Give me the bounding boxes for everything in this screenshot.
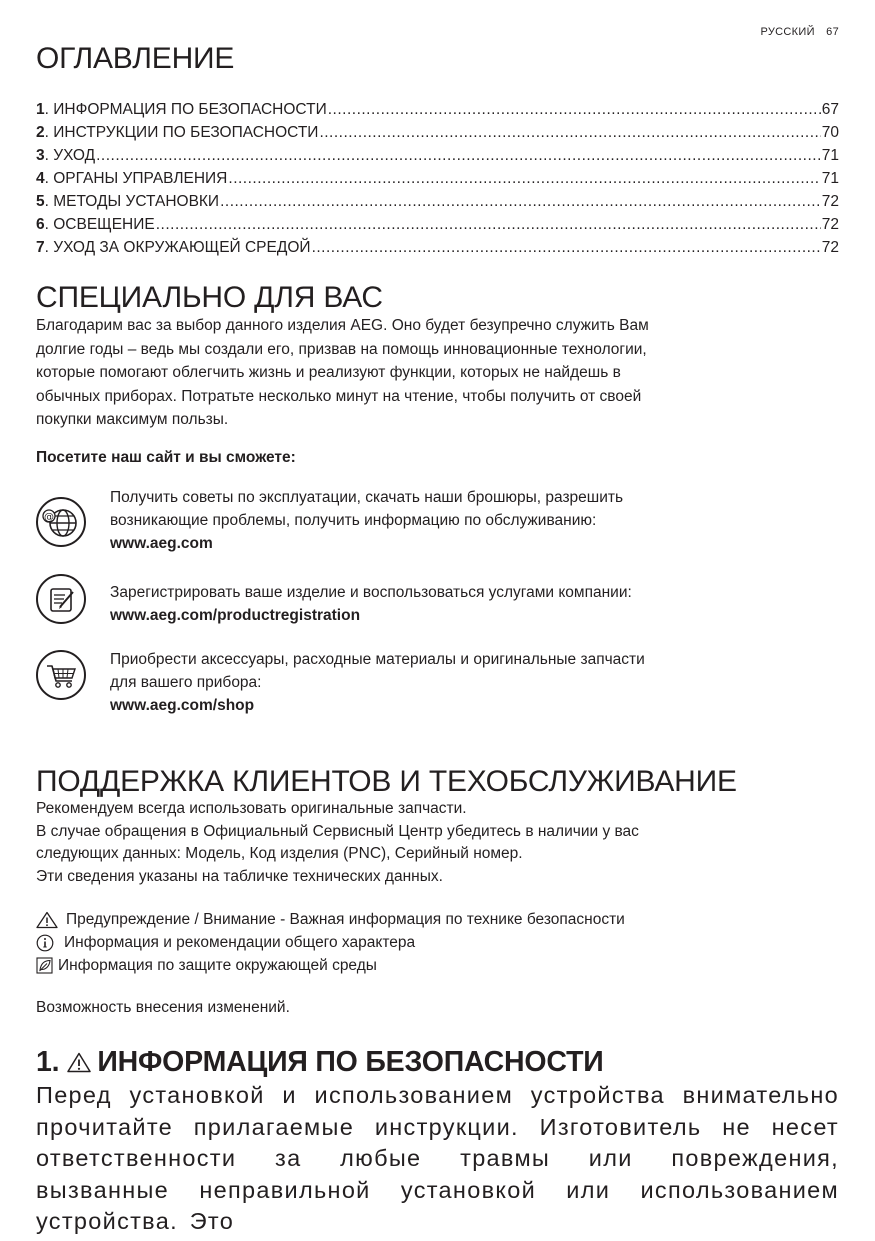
legend-text: Информация и рекомендации общего характера [64, 934, 416, 951]
toc-item-page: 72 [821, 193, 839, 210]
toc-item-title: . УХОД ЗА ОКРУЖАЮЩЕЙ СРЕДОЙ [44, 239, 311, 256]
info-icon [36, 934, 56, 952]
text-line: покупки максимум пользы. [36, 411, 229, 428]
toc-leader [228, 167, 820, 190]
aeg-website-link[interactable]: www.aeg.com [110, 535, 213, 552]
toc-title: ОГЛАВЛЕНИЕ [36, 42, 235, 75]
toc-item-number: 7 [36, 239, 45, 256]
text-line: долгие годы – ведь мы создали его, призвав на помощь инновационные технологии, [36, 340, 647, 358]
special-for-you-text [36, 314, 796, 432]
safety-intro-text: Перед установкой и использованием устройства внимательно прочитайте прилагаемые инструкции. Изготовитель не несет ответственности за любые травмы или повреждения, вызванные неправильной установкой или использованием устройства. Это [36, 1082, 839, 1234]
toc-item[interactable] [36, 121, 839, 144]
service-text [110, 581, 810, 627]
text-line: которые помогают облегчить жизнь и реализуют функции, которых не найдешь в [36, 364, 621, 381]
service-line: Приобрести аксессуары, расходные материалы и оригинальные запчасти [110, 651, 645, 668]
toc-item-page: 71 [821, 170, 839, 187]
warning-icon [67, 1052, 91, 1073]
section-title: ИНФОРМАЦИЯ ПО БЕЗОПАСНОСТИ [97, 1046, 604, 1078]
legend-text: Информация по защите окружающей среды [58, 957, 377, 974]
table-of-contents [36, 98, 839, 259]
text-line: обычных приборах. Потратьте несколько минут на чтение, чтобы получить от своей [36, 387, 642, 405]
service-text [110, 648, 810, 717]
toc-item-title: . ОСВЕЩЕНИЕ [44, 216, 155, 233]
toc-item-number: 3 [36, 147, 45, 164]
toc-item-number: 1 [36, 101, 45, 118]
service-line: Зарегистрировать ваше изделие и воспользоваться услугами компании: [110, 584, 632, 601]
toc-item-page: 70 [821, 124, 839, 141]
legend-item [36, 931, 625, 954]
toc-item[interactable] [36, 167, 839, 190]
page-header [761, 26, 840, 38]
toc-item-number: 4 [36, 170, 45, 187]
shopping-cart-icon [36, 650, 86, 700]
toc-leader [312, 236, 821, 259]
symbol-legend [36, 908, 625, 977]
toc-leader [220, 190, 821, 213]
page-number: 67 [826, 26, 839, 38]
toc-item-page: 71 [821, 147, 839, 164]
toc-item-number: 6 [36, 216, 45, 233]
legend-item [36, 954, 625, 977]
toc-leader [328, 98, 821, 121]
service-line: возникающие проблемы, получить информацию по обслуживанию: [110, 512, 597, 529]
toc-item[interactable] [36, 144, 839, 167]
toc-item-number: 2 [36, 124, 45, 141]
toc-item-page: 67 [821, 101, 839, 118]
warning-icon [36, 911, 58, 929]
leaf-icon [36, 957, 54, 975]
toc-item-title: . МЕТОДЫ УСТАНОВКИ [44, 193, 220, 210]
register-icon [36, 574, 86, 624]
toc-leader [319, 121, 820, 144]
service-line: для вашего прибора: [110, 674, 262, 691]
legend-text: Предупреждение / Внимание - Важная информация по технике безопасности [66, 911, 625, 928]
svg-text:@: @ [44, 512, 54, 523]
toc-leader [96, 144, 821, 167]
toc-item-page: 72 [821, 216, 839, 233]
special-for-you-title: СПЕЦИАЛЬНО ДЛЯ ВАС [36, 281, 383, 314]
safety-section-title [36, 1046, 604, 1079]
toc-item-title: . ОРГАНЫ УПРАВЛЕНИЯ [44, 170, 228, 187]
changes-note: Возможность внесения изменений. [36, 999, 290, 1016]
toc-item-title: . ИНФОРМАЦИЯ ПО БЕЗОПАСНОСТИ [44, 101, 327, 118]
toc-item[interactable] [36, 190, 839, 213]
toc-item-page: 72 [821, 239, 839, 256]
legend-item [36, 908, 625, 931]
toc-leader [156, 213, 821, 236]
shop-link[interactable]: www.aeg.com/shop [110, 697, 255, 714]
service-line: Получить советы по эксплуатации, скачать наши брошюры, разрешить [110, 489, 624, 506]
visit-site-label: Посетите наш сайт и вы сможете: [36, 449, 296, 466]
toc-item-title: . ИНСТРУКЦИИ ПО БЕЗОПАСНОСТИ [44, 124, 319, 141]
text-line: В случае обращения в Официальный Сервисный Центр убедитесь в наличии у вас [36, 822, 639, 840]
toc-item-number: 5 [36, 193, 45, 210]
text-line: следующих данных: Модель, Код изделия (PNC), Серийный номер. [36, 845, 523, 862]
product-registration-link[interactable]: www.aeg.com/productregistration [110, 607, 361, 624]
globe-icon [36, 497, 86, 547]
toc-item[interactable] [36, 213, 839, 236]
text-line: Эти сведения указаны на табличке технических данных. [36, 867, 443, 885]
service-text [110, 486, 810, 555]
text-line: Рекомендуем всегда использовать оригинальные запчасти. [36, 800, 467, 817]
toc-item[interactable] [36, 236, 839, 259]
toc-item-title: . УХОД [44, 147, 96, 164]
toc-item[interactable] [36, 98, 839, 121]
section-number: 1. [36, 1046, 60, 1078]
customer-support-title: ПОДДЕРЖКА КЛИЕНТОВ И ТЕХОБСЛУЖИВАНИЕ [36, 765, 737, 798]
language-label: РУССКИЙ [760, 26, 815, 38]
text-line: Благодарим вас за выбор данного изделия AEG. Оно будет безупречно служить Вам [36, 317, 649, 334]
customer-support-text [36, 798, 816, 888]
